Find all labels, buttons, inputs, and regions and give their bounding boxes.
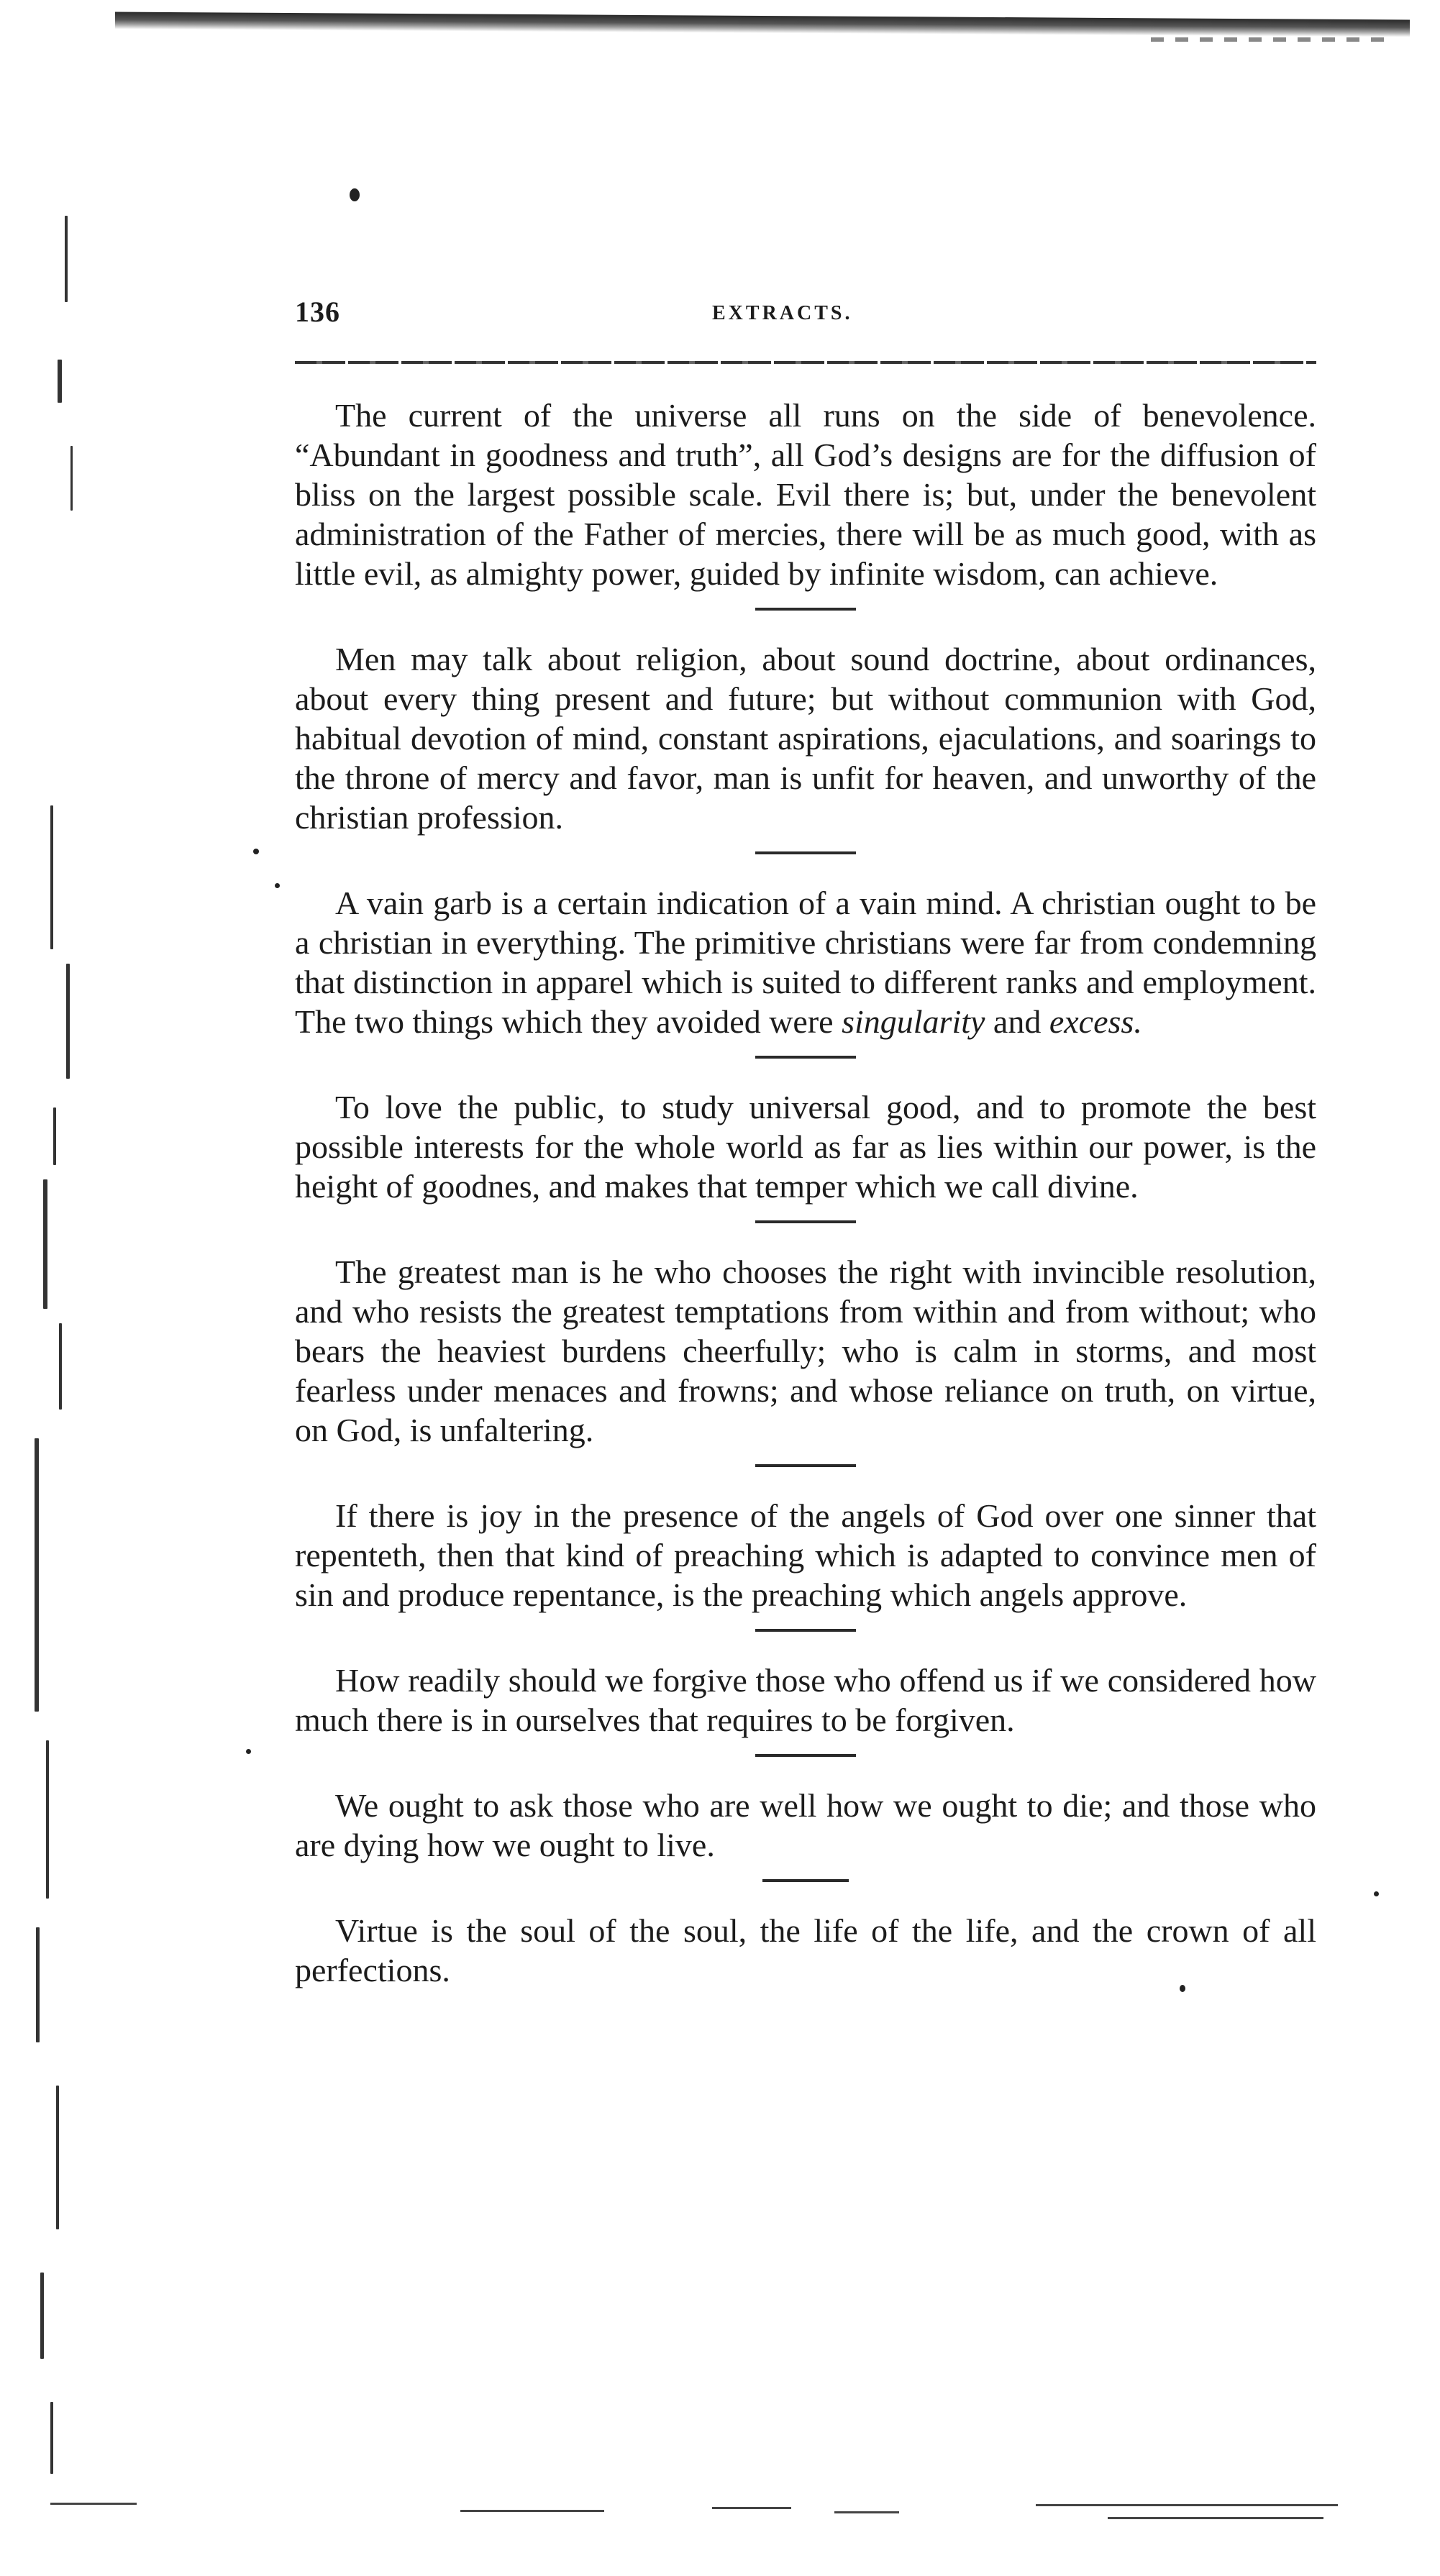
scan-left-margin-noise: [14, 216, 101, 2517]
paragraph-text: The greatest man is he who chooses the right with invincible resolution, and who resists the greatest temptations from within and from without; who bears the heaviest burdens cheerfully; who is calm in storms, and most fearless under menaces and frowns; and whose reliance on truth, on virtue, on God, is unfaltering.: [295, 1253, 1316, 1448]
paragraph-preaching: [295, 1496, 1316, 1614]
section-separator: [755, 1220, 856, 1223]
scan-speck: [275, 883, 280, 888]
paragraph-vain-garb: [295, 883, 1316, 1041]
italic-text: excess.: [1049, 1003, 1142, 1040]
paragraph-die-live: [295, 1786, 1316, 1865]
scan-top-edge: [115, 12, 1410, 37]
section-separator: [755, 1754, 856, 1757]
section-separator: [755, 851, 856, 854]
paragraph-text: Virtue is the soul of the soul, the life of the life, and the crown of all perfections.: [295, 1912, 1316, 1988]
page-body: [295, 396, 1316, 1990]
scan-speck: [350, 188, 360, 201]
paragraph-text: To love the public, to study universal good, and to promote the best possible interests for the whole world as far as lies within our power, is the height of goodnes, and makes that temper which we call divine.: [295, 1089, 1316, 1205]
section-separator: [755, 608, 856, 611]
paragraph-virtue: [295, 1911, 1316, 1990]
paragraph-text: The current of the universe all runs on the side of benevolence. “Abundant in goodness and truth”, all God’s designs are for the diffusion of bliss on the largest possible scale. Evil there is; but, under the benevolent administration of the Father of mercies, there will be as much good, with as little evil, as almighty power, guided by infinite wisdom, can achieve.: [295, 397, 1316, 592]
paragraph-text: How readily should we forgive those who offend us if we considered how much there is in ourselves that requires to be forgiven.: [295, 1662, 1316, 1738]
paragraph-text: Men may talk about religion, about sound doctrine, about ordinances, about every thing present and future; but without communion with God, habitual devotion of mind, constant aspirations, ejaculations, and soarings to the throne of mercy and favor, man is unfit for heaven, and unworthy of the christian profession.: [295, 641, 1316, 836]
scan-top-edge-fragment: [1151, 37, 1395, 42]
paragraph-benevolence: [295, 396, 1316, 593]
section-separator: [755, 1056, 856, 1059]
section-separator: [755, 1464, 856, 1467]
paragraph-religion: [295, 639, 1316, 837]
scan-speck: [246, 1749, 251, 1754]
paragraph-forgive: [295, 1661, 1316, 1740]
running-head: EXTRACTS.: [712, 302, 853, 324]
paragraph-text: A vain garb is a certain indication of a vain mind. A christian ought to be a christian in everything. The primitive christians were far from condemning that distinction in apparel which is suited to different ranks and employment. The two things which they avoided were: [295, 885, 1316, 1040]
page-number: 136: [295, 296, 340, 328]
scan-bottom-edge-noise: [29, 2495, 1410, 2539]
section-separator: [762, 1879, 849, 1882]
paragraph-greatest-man: [295, 1252, 1316, 1450]
paragraph-text: If there is joy in the presence of the angels of God over one sinner that repenteth, then that kind of preaching which is adapted to convince men of sin and produce repentance, is the preaching which angels approve.: [295, 1497, 1316, 1613]
header-rule: [295, 361, 1316, 364]
paragraph-text: and: [985, 1003, 1049, 1040]
paragraph-public-good: [295, 1087, 1316, 1206]
italic-text: singularity: [842, 1003, 985, 1040]
paragraph-text: We ought to ask those who are well how we ought to die; and those who are dying how we ought to live.: [295, 1787, 1316, 1863]
section-separator: [755, 1629, 856, 1632]
scan-speck: [253, 849, 259, 854]
scan-speck: [1374, 1891, 1379, 1896]
page-header: [295, 295, 1316, 338]
